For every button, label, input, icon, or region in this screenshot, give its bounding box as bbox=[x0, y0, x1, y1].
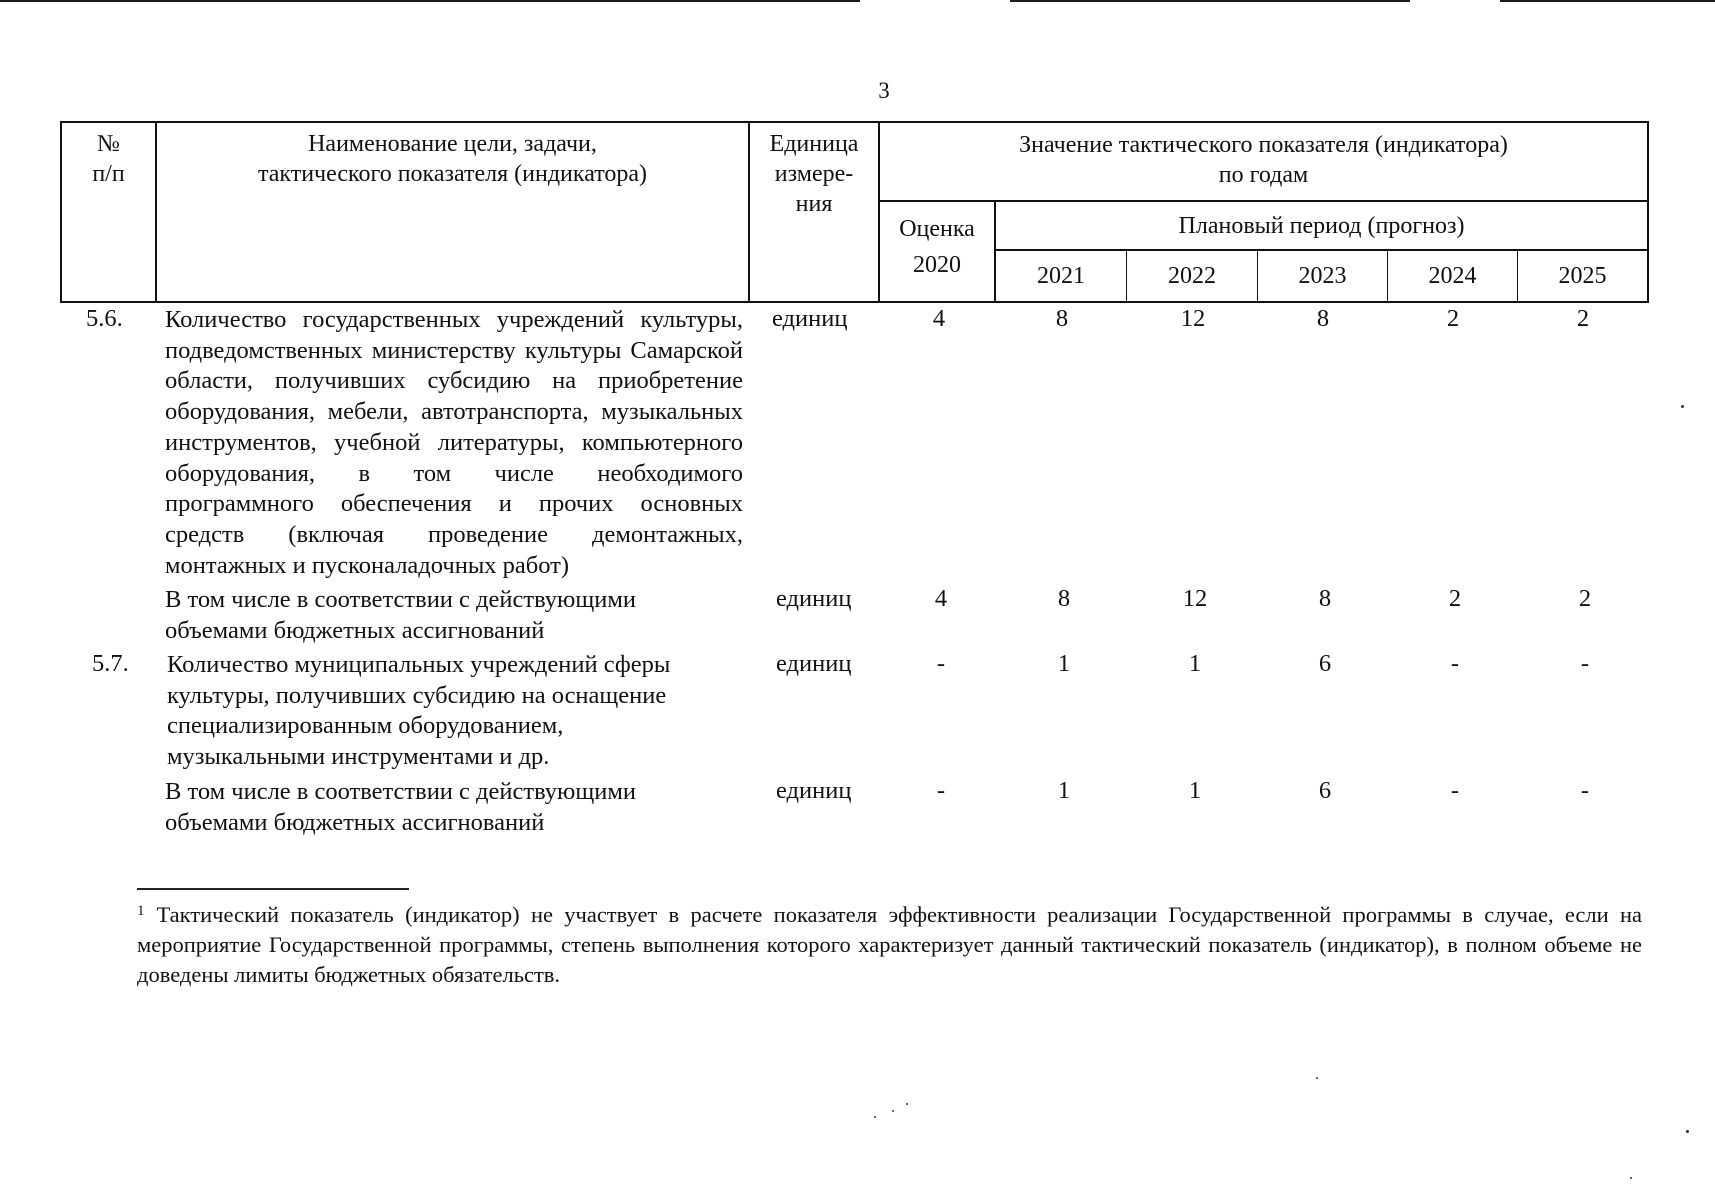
value-2025: - bbox=[1580, 777, 1590, 804]
value-2023: 8 bbox=[1318, 585, 1332, 612]
header-num: № п/п bbox=[92, 131, 125, 187]
scan-speck bbox=[906, 1103, 908, 1105]
row-number: 5.7. bbox=[92, 650, 129, 677]
value-2024: - bbox=[1450, 777, 1460, 804]
header-plan-group: Плановый период (прогноз) bbox=[1178, 213, 1465, 239]
value-2024: 2 bbox=[1446, 305, 1460, 332]
scan-speck bbox=[1630, 1177, 1632, 1179]
indicator-name: Количество муниципальных учреждений сферы культуры, получивших субсидию на оснащение специализированным оборудованием, музыкальными инструментами и др. bbox=[167, 651, 671, 771]
footnote-text: Тактический показатель (индикатор) не участвует в расчете показателя эффективности реализации Государственной программы в случае, если на мероприятие Государственной программы, степень выполнения которого характеризует данный тактический показатель (индикатор), в полном объеме не доведены лимиты бюджетных обязательств. bbox=[137, 902, 1642, 987]
header-year-2025: 2025 bbox=[1558, 263, 1607, 289]
indicator-name: Количество государственных учреждений культуры, подведомственных министерству культуры Самарской области, получивших субсидию на приобретение оборудования, мебели, автотранспорта, музыкальных инструментов, учебной литературы, компьютерного оборудования, в том числе необходимого программного обеспечения и прочих основных средств (включая проведение демонтажных, монтажных и пусконаладочных работ) bbox=[165, 306, 743, 579]
footnote-divider bbox=[137, 888, 409, 890]
footnote bbox=[137, 900, 1642, 990]
value-2022: 1 bbox=[1188, 777, 1202, 804]
scan-speck bbox=[1316, 1077, 1318, 1079]
value-2021: 1 bbox=[1057, 650, 1071, 677]
header-year-2023: 2023 bbox=[1298, 263, 1347, 289]
value-2023: 8 bbox=[1316, 305, 1330, 332]
value-2023: 6 bbox=[1318, 650, 1332, 677]
indicator-name: В том числе в соответствии с действующими объемами бюджетных ассигнований bbox=[165, 778, 636, 836]
value-2020: 4 bbox=[932, 305, 946, 332]
scan-speck bbox=[1686, 1130, 1689, 1133]
value-2025: 2 bbox=[1578, 585, 1592, 612]
header-year-2024: 2024 bbox=[1428, 263, 1477, 289]
scan-speck bbox=[892, 1110, 894, 1112]
value-2020: 4 bbox=[934, 585, 948, 612]
scan-edge-left bbox=[0, 0, 860, 2]
page-number: 3 bbox=[878, 78, 890, 103]
header-value-group: Значение тактического показателя (индикатора) по годам bbox=[1019, 132, 1508, 188]
value-2022: 12 bbox=[1180, 305, 1206, 332]
indicator-name: В том числе в соответствии с действующими объемами бюджетных ассигнований bbox=[165, 586, 636, 644]
value-2020: - bbox=[936, 777, 946, 804]
unit-cell: единиц bbox=[776, 585, 852, 612]
value-2021: 8 bbox=[1055, 305, 1069, 332]
row-number: 5.6. bbox=[86, 305, 123, 332]
value-2022: 12 bbox=[1182, 585, 1208, 612]
scan-edge-right bbox=[1500, 0, 1715, 2]
scan-speck bbox=[1681, 405, 1684, 408]
header-unit: Единица измере- ния bbox=[769, 131, 859, 217]
header-estimate-2020: Оценка 2020 bbox=[899, 216, 975, 278]
footnote-mark: 1 bbox=[137, 903, 145, 919]
header-name: Наименование цели, задачи, тактического показателя (индикатора) bbox=[257, 131, 648, 187]
table-header bbox=[60, 121, 1649, 303]
unit-cell: единиц bbox=[772, 305, 848, 332]
value-2022: 1 bbox=[1188, 650, 1202, 677]
unit-cell: единиц bbox=[776, 650, 852, 677]
value-2020: - bbox=[936, 650, 946, 677]
header-year-2022: 2022 bbox=[1168, 263, 1216, 289]
value-2024: 2 bbox=[1448, 585, 1462, 612]
value-2025: - bbox=[1580, 650, 1590, 677]
value-2023: 6 bbox=[1318, 777, 1332, 804]
scan-edge-mid bbox=[1010, 0, 1410, 2]
value-2021: 8 bbox=[1057, 585, 1071, 612]
scan-speck bbox=[874, 1116, 876, 1118]
unit-cell: единиц bbox=[776, 777, 852, 804]
value-2024: - bbox=[1450, 650, 1460, 677]
value-2025: 2 bbox=[1576, 305, 1590, 332]
header-year-2021: 2021 bbox=[1037, 263, 1085, 289]
value-2021: 1 bbox=[1057, 777, 1071, 804]
